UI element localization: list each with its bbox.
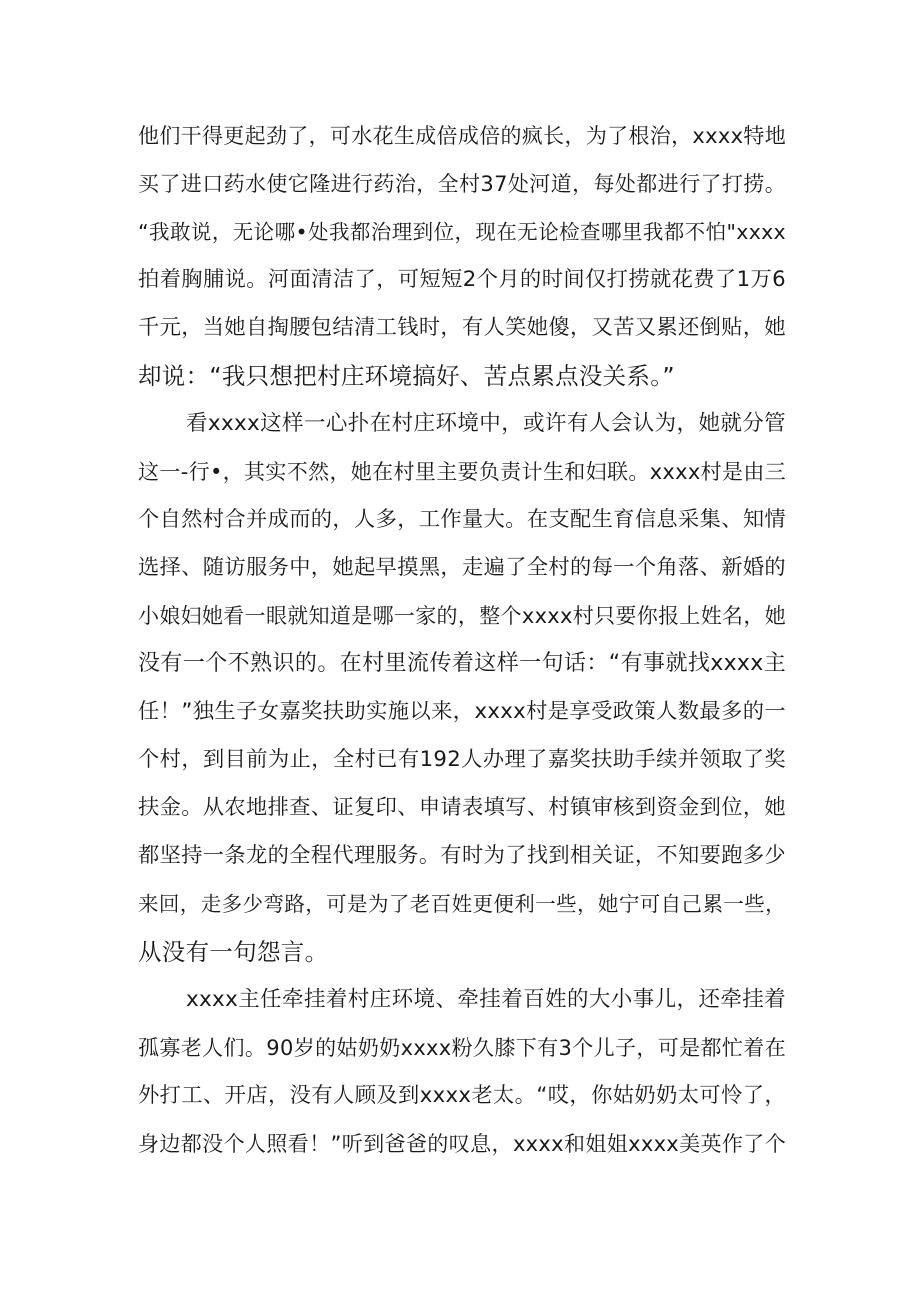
text-line: 孤寡老人们。90岁的姑奶奶xxxx粉久膝下有3个儿子，可是都忙着在	[138, 1036, 786, 1060]
text-line: 外打工、开店，没有人顾及到xxxx老太。“哎，你姑奶奶太可怜了，	[138, 1083, 786, 1108]
document-body	[138, 112, 786, 1168]
text-line: “我敢说，无论哪•处我都治理到位，现在无论检查哪里我都不怕"xxxx	[138, 220, 786, 244]
text-line: 没有一个不熟识的。在村里流传着这样一句话：“有事就找xxxx主	[138, 651, 786, 676]
text-line: 买了进口药水使它隆进行药治，全村37处河道，每处都进行了打捞。	[138, 172, 786, 196]
text-line: 他们干得更起劲了，可水花生成倍成倍的疯长，为了根治，xxxx特地	[138, 124, 786, 148]
text-line: 扶金。从农地排查、证复印、申请表填写、村镇审核到资金到位，她	[138, 795, 786, 820]
text-line: xxxx主任牵挂着村庄环境、牵挂着百姓的大小事儿，还牵挂着	[186, 987, 786, 1012]
text-line: 个自然村合并成而的，人多，工作量大。在支配生育信息采集、知情	[138, 507, 786, 532]
text-line: 任！”独生子女嘉奖扶助实施以来，xxxx村是享受政策人数最多的一	[138, 699, 786, 724]
text-line: 这一-行•，其实不然，她在村里主要负责计生和妇联。xxxx村是由三	[138, 460, 786, 484]
paragraph-2	[138, 400, 786, 976]
text-line: 个村，到目前为止，全村已有192人办理了嘉奖扶助手续并领取了奖	[138, 747, 786, 772]
text-line: 拍着胸脯说。河面清洁了，可短短2个月的时间仅打捞就花费了1万6	[138, 267, 786, 292]
text-line: 选择、随访服务中，她起早摸黑，走遍了全村的每一个角落、新婚的	[138, 555, 786, 580]
text-line: 从没有一句怨言。	[138, 938, 329, 966]
text-line: 小娘妇她看一眼就知道是哪一家的，整个xxxx村只要你报上姓名，她	[138, 604, 786, 628]
text-line: 看xxxx这样一心扑在村庄环境中，或许有人会认为，她就分管	[186, 411, 786, 436]
text-line: 却说：“我只想把村庄环境搞好、苦点累点没关系。”	[138, 362, 675, 390]
text-line: 都坚持一条龙的全程代理服务。有时为了找到相关证，不知要跑多少	[138, 843, 786, 868]
text-line: 身边都没个人照看！”听到爸爸的叹息，xxxx和姐姐xxxx美英作了个	[138, 1132, 786, 1156]
text-line: 千元，当她自掏腰包结清工钱时，有人笑她傻，又苦又累还倒贴，她	[138, 315, 786, 340]
text-line: 来回，走多少弯路，可是为了老百姓更便利一些，她宁可自己累一些，	[138, 892, 786, 916]
paragraph-1	[138, 112, 786, 400]
paragraph-3	[138, 976, 786, 1168]
